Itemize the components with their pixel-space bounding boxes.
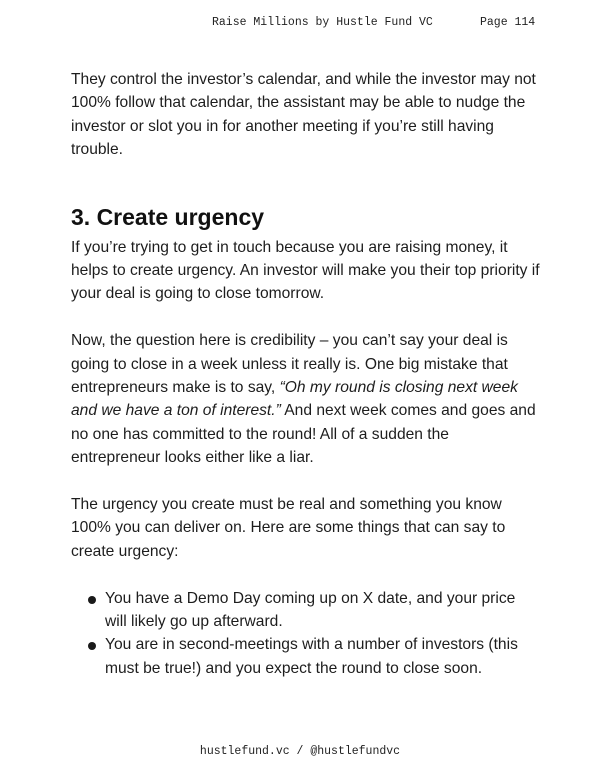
credibility-quote: “Oh my round is closing next week and we have a ton of interest.” [71,379,518,420]
paragraph-spacer [71,563,541,586]
urgency-examples-list [71,587,541,681]
section-heading-wrapper [71,203,541,231]
page-number: Page 114 [480,16,536,29]
section-heading: 3. Create urgency [71,203,265,230]
paragraph-spacer [71,470,541,493]
list-item-text: You have a Demo Day coming up on X date, and your price will likely go up afterward. [105,589,516,631]
credibility-text-end: And next week comes and goes and no one has committed to the round! All of a sudden the entrepreneur looks either like a liar. [71,402,536,467]
bullet-dot-icon [88,596,96,604]
list-item [71,587,541,634]
page-header [0,16,600,34]
credibility-text-start: Now, the question here is credibility – you can’t say your deal is going to close in a week unless it really is. One big mistake that entrepreneurs make is to say, [71,332,508,397]
page-content [71,68,541,680]
paragraph-real-urgency: The urgency you create must be real and something you know 100% you can deliver on. Here are some things that can say to create urgency: [71,496,506,560]
paragraph-spacer [71,306,541,329]
page-footer: hustlefund.vc / @hustlefundvc [199,745,401,758]
paragraph-assistant-calendar: They control the investor’s calendar, and while the investor may not 100% follow that calendar, the assistant may be able to nudge the investor or slot you in for another meeting if you’re still having trouble. [71,71,536,159]
paragraph-credibility [71,329,541,469]
book-title: Raise Millions by Hustle Fund VC [212,16,433,29]
list-item [71,633,541,680]
list-item-text: You are in second-meetings with a number of investors (this must be true!) and you expect the round to close soon. [105,636,518,677]
bullet-dot-icon [88,642,96,650]
paragraph-create-urgency: If you’re trying to get in touch because you are raising money, it helps to create urgency. An investor will make you their top priority if your deal is going to close tomorrow. [71,238,540,303]
